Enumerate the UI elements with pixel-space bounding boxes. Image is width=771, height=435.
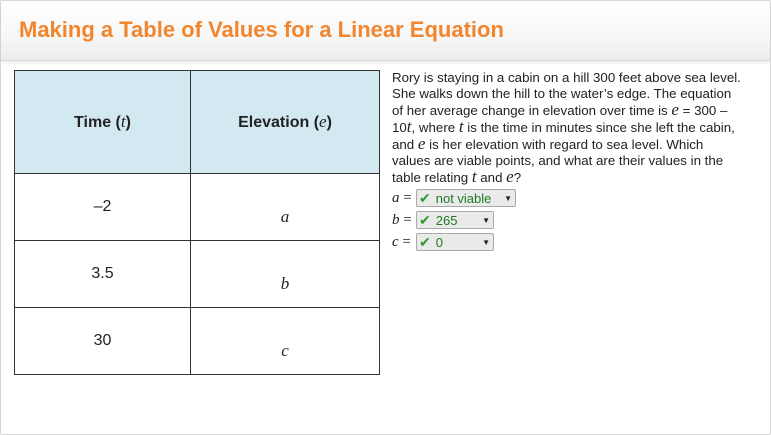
problem-text-part: is the time in minutes since she left the cabin, and (392, 120, 735, 152)
time-header-close: ) (125, 114, 131, 131)
elevation-cell (191, 174, 380, 241)
problem-text-part: ? (513, 170, 522, 185)
chevron-down-icon: ▼ (482, 238, 490, 247)
answer-label (392, 234, 416, 251)
var-t: t (471, 167, 477, 186)
dropdown-value: not viable (435, 190, 492, 206)
check-icon: ✔ (419, 189, 431, 206)
table-row (15, 174, 380, 241)
equals-sign: = (399, 189, 412, 206)
var-t: t (458, 117, 464, 136)
elevation-cell (191, 241, 380, 308)
header-bar (1, 1, 770, 61)
answer-row-a (392, 187, 516, 209)
chevron-down-icon: ▼ (504, 194, 512, 203)
table-row (15, 308, 380, 375)
chevron-down-icon: ▼ (482, 216, 490, 225)
table-header-row (15, 71, 380, 174)
table-row (15, 241, 380, 308)
dropdown-value: 0 (435, 234, 443, 250)
elevation-header-var: e (319, 112, 327, 131)
elevation-column-header (191, 71, 380, 174)
time-cell: 3.5 (15, 241, 191, 308)
answer-var: a (392, 189, 400, 206)
page-title: Making a Table of Values for a Linear Equation (19, 17, 504, 42)
time-header-label: Time ( (74, 114, 121, 131)
answer-var: c (392, 233, 399, 250)
elevation-var: a (280, 207, 290, 226)
elevation-cell (191, 308, 380, 375)
elevation-header-close: ) (326, 114, 332, 131)
problem-text-part: is her elevation with regard to sea level. Which values are viable points, and what are their values in the table relating (392, 137, 724, 185)
answer-var: b (392, 211, 400, 228)
equation-var-e: e (671, 100, 679, 119)
time-header-var: t (120, 112, 126, 131)
answer-c-dropdown[interactable] (416, 233, 494, 251)
var-e: e (417, 134, 426, 153)
answer-row-b (392, 209, 516, 231)
var-e: e (506, 167, 514, 186)
time-cell: 30 (15, 308, 191, 375)
check-icon: ✔ (419, 233, 431, 250)
problem-text-part: and (476, 170, 507, 185)
equation-middle: = 300 – 10 (392, 103, 728, 135)
dropdown-value: 265 (435, 212, 458, 228)
answer-label (392, 190, 416, 207)
elevation-var: c (281, 341, 289, 360)
answer-label (392, 212, 416, 229)
elevation-header-label: Elevation ( (238, 114, 320, 131)
equals-sign: = (399, 211, 412, 228)
values-table (14, 70, 380, 375)
answer-list (392, 187, 516, 253)
problem-text (392, 70, 744, 186)
answer-row-c (392, 231, 516, 253)
answer-b-dropdown[interactable] (416, 211, 494, 229)
check-icon: ✔ (419, 211, 431, 228)
problem-text-part: , where (411, 120, 459, 135)
answer-a-dropdown[interactable] (416, 189, 516, 207)
time-cell: –2 (15, 174, 191, 241)
problem-text-part: Rory is staying in a cabin on a hill 300 feet above sea level. She walks down the hill to the water’s edge. The equation of her average change in elevation over time is (392, 70, 741, 118)
equals-sign: = (398, 233, 411, 250)
time-column-header (15, 71, 191, 174)
equation-var-t: t (406, 117, 412, 136)
elevation-var: b (280, 274, 290, 293)
